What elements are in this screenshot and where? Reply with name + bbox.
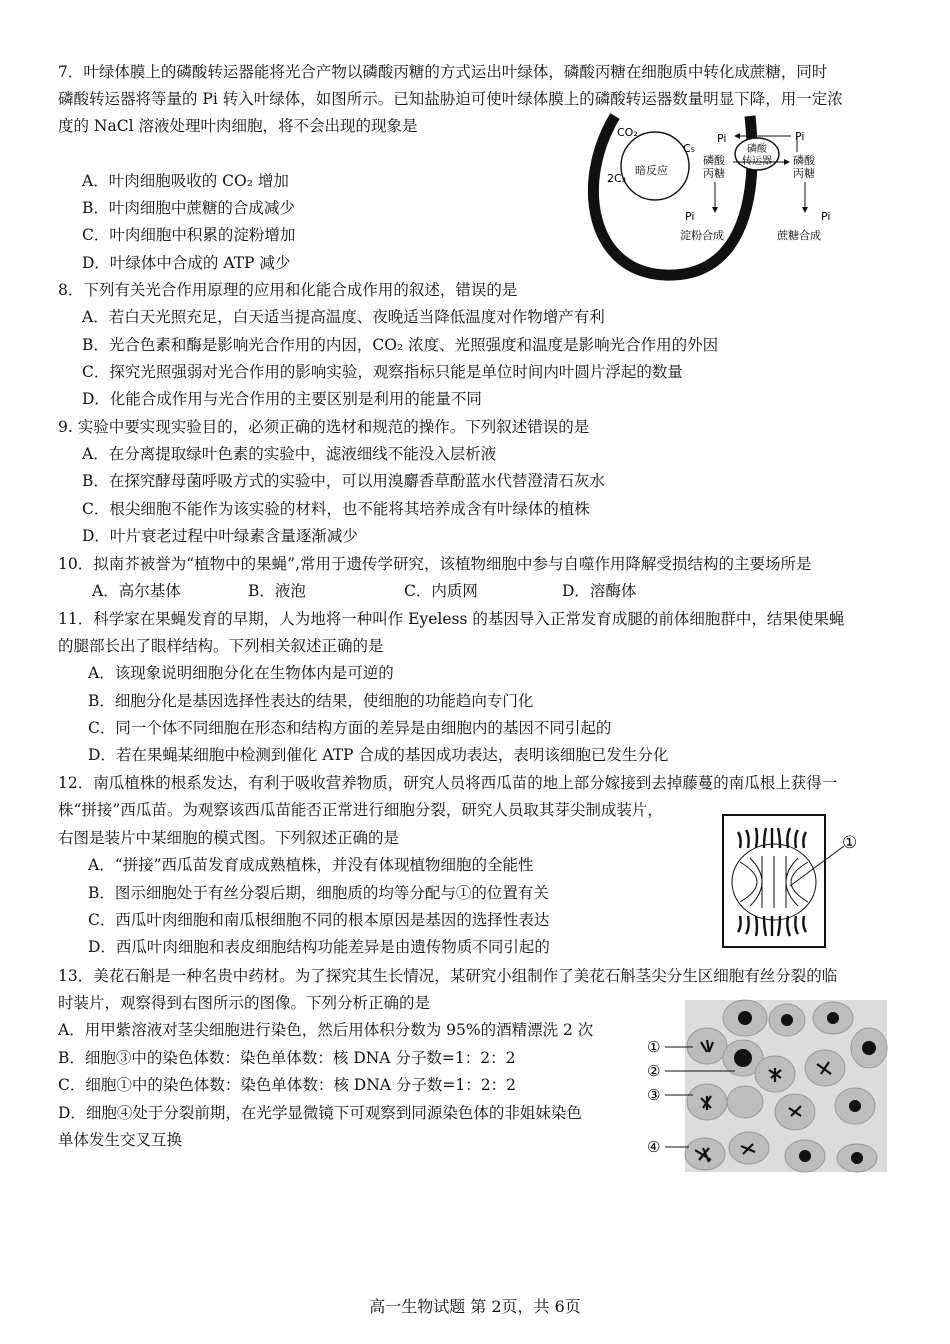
pi-starch: Pi bbox=[685, 210, 695, 223]
q10-option-b: B．液泡 bbox=[248, 582, 306, 600]
pi-label-in: Pi bbox=[717, 132, 727, 145]
q7-option-b: B．叶肉细胞中蔗糖的合成减少 bbox=[82, 199, 295, 217]
pi-label-out: Pi bbox=[795, 130, 805, 143]
label-4: ④ bbox=[647, 1138, 661, 1156]
triose-label-in: 磷酸 bbox=[703, 154, 725, 167]
q9-stem: 9. 实验中要实现实验目的，必须正确的选材和规范的操作。下列叙述错误的是 bbox=[58, 418, 590, 436]
q12-option-a: A．“拼接”西瓜苗发育成成熟植株，并没有体现植物细胞的全能性 bbox=[88, 856, 534, 874]
q8-option-d: D．化能合成作用与光合作用的主要区别是利用的能量不同 bbox=[82, 390, 482, 408]
q13-option-d: D．细胞④处于分裂前期，在光学显微镜下可观察到同源染色体的非姐妹染色 bbox=[58, 1104, 582, 1122]
q10-option-d: D．溶酶体 bbox=[562, 582, 637, 600]
co2-label: CO₂ bbox=[617, 126, 638, 139]
q11-stem-line-2: 的腿部长出了眼样结构。下列相关叙述正确的是 bbox=[58, 637, 384, 655]
svg-text:丙糖: 丙糖 bbox=[793, 167, 815, 180]
label-1: ① bbox=[647, 1038, 661, 1056]
q12-option-c: C．西瓜叶肉细胞和南瓜根细胞不同的根本原因是基因的选择性表达 bbox=[88, 911, 550, 929]
q12-option-d: D．西瓜叶肉细胞和表皮细胞结构功能差异是由遗传物质不同引起的 bbox=[88, 938, 550, 956]
q13-micrograph bbox=[645, 998, 890, 1174]
c5-label: C₅ bbox=[683, 142, 696, 155]
pi-sucrose: Pi bbox=[821, 210, 831, 223]
label-2: ② bbox=[647, 1062, 661, 1080]
figure-label-1: ① bbox=[842, 833, 858, 853]
q13-option-b: B．细胞③中的染色体数：染色单体数：核 DNA 分子数=1：2：2 bbox=[58, 1049, 516, 1067]
dark-reaction-label: 暗反应 bbox=[635, 164, 668, 177]
q12-stem-line-3: 右图是装片中某细胞的模式图。下列叙述正确的是 bbox=[58, 829, 400, 847]
q11-option-a: A．该现象说明细胞分化在生物体内是可逆的 bbox=[88, 664, 394, 682]
q10-option-c: C．内质网 bbox=[404, 582, 478, 600]
q13-stem-line-2: 时装片，观察得到右图所示的图像。下列分析正确的是 bbox=[58, 994, 431, 1012]
q10-option-a: A．高尔基体 bbox=[92, 582, 181, 600]
q13-option-a: A．用甲紫溶液对茎尖细胞进行染色，然后用体积分数为 95%的酒精漂洗 2 次 bbox=[58, 1021, 594, 1039]
q8-option-b: B．光合色素和酶是影响光合作用的内因，CO₂ 浓度、光照强度和温度是影响光合作用的外因 bbox=[82, 336, 719, 354]
triose-label-out: 磷酸 bbox=[793, 154, 815, 167]
q8-option-c: C．探究光照强弱对光合作用的影响实验，观察指标只能是单位时间内叶圆片浮起的数量 bbox=[82, 363, 683, 381]
q7-option-d: D．叶绿体中合成的 ATP 减少 bbox=[82, 254, 291, 272]
q11-option-b: B．细胞分化是基因选择性表达的结果，使细胞的功能趋向专门化 bbox=[88, 692, 534, 710]
q7-stem-line-2: 磷酸转运器将等量的 Pi 转入叶绿体，如图所示。已知盐胁迫可使叶绿体膜上的磷酸转运器数量明显下降，用一定浓 bbox=[58, 90, 843, 108]
q12-stem-line-2: 株“拼接”西瓜苗。为观察该西瓜苗能否正常进行细胞分裂，研究人员取其芽尖制成装片， bbox=[58, 801, 663, 819]
q11-stem-line-1: 11．科学家在果蝇发育的早期，人为地将一种叫作 Eyeless 的基因导入正常发育成腿的前体细胞群中，结果使果蝇 bbox=[58, 610, 845, 628]
label-3: ③ bbox=[647, 1086, 661, 1104]
c3-label: 2C₃ bbox=[607, 172, 627, 185]
q11-option-d: D．若在果蝇某细胞中检测到催化 ATP 合成的基因成功表达，表明该细胞已发生分化 bbox=[88, 746, 669, 764]
q13-option-d-cont: 单体发生交叉互换 bbox=[58, 1131, 183, 1149]
transporter-label: 磷酸 bbox=[747, 144, 767, 155]
q8-stem: 8．下列有关光合作用原理的应用和化能合成作用的叙述，错误的是 bbox=[58, 281, 518, 299]
micrograph-labels bbox=[647, 1038, 660, 1156]
q7-stem-line-1: 7．叶绿体膜上的磷酸转运器能将光合产物以磷酸丙糖的方式运出叶绿体，磷酸丙糖在细胞质中转化成蔗糖，同时 bbox=[58, 63, 828, 81]
q12-option-b: B．图示细胞处于有丝分裂后期，细胞质的均等分配与①的位置有关 bbox=[88, 884, 549, 902]
q12-anaphase-cell-diagram bbox=[720, 812, 870, 952]
q9-option-a: A．在分离提取绿叶色素的实验中，滤液细线不能没入层析液 bbox=[82, 445, 497, 463]
q7-option-c: C．叶肉细胞中积累的淀粉增加 bbox=[82, 226, 296, 244]
q10-stem: 10．拟南芥被誉为“植物中的果蝇”,常用于遗传学研究，该植物细胞中参与自噬作用降解受损结构的主要场所是 bbox=[58, 555, 812, 573]
q7-option-a: A．叶肉细胞吸收的 CO₂ 增加 bbox=[82, 172, 289, 190]
q13-stem-line-1: 13．美花石斛是一种名贵中药材。为了探究其生长情况，某研究小组制作了美花石斛茎尖分生区细胞有丝分裂的临 bbox=[58, 967, 838, 985]
q9-option-d: D．叶片衰老过程中叶绿素含量逐渐减少 bbox=[82, 527, 358, 545]
q7-stem-line-3: 度的 NaCl 溶液处理叶肉细胞，将不会出现的现象是 bbox=[58, 117, 418, 135]
svg-text:丙糖: 丙糖 bbox=[703, 167, 725, 180]
sucrose-synthesis-label: 蔗糖合成 bbox=[777, 229, 821, 242]
q13-option-c: C．细胞①中的染色体数：染色单体数：核 DNA 分子数=1：2：2 bbox=[58, 1076, 516, 1094]
q8-option-a: A．若白天光照充足，白天适当提高温度、夜晚适当降低温度对作物增产有利 bbox=[82, 308, 605, 326]
q12-stem-line-1: 12．南瓜植株的根系发达，有利于吸收营养物质，研究人员将西瓜苗的地上部分嫁接到去掉藤蔓的南瓜根上获得一 bbox=[58, 774, 838, 792]
q9-option-c: C．根尖细胞不能作为该实验的材料，也不能将其培养成含有叶绿体的植株 bbox=[82, 500, 590, 518]
starch-synthesis-label: 淀粉合成 bbox=[680, 229, 724, 242]
q7-chloroplast-diagram bbox=[585, 112, 885, 284]
q9-option-b: B．在探究酵母菌呼吸方式的实验中，可以用溴麝香草酚蓝水代替澄清石灰水 bbox=[82, 472, 605, 490]
page-footer: 高一生物试题 第 2页，共 6页 bbox=[369, 1297, 581, 1316]
q11-option-c: C．同一个体不同细胞在形态和结构方面的差异是由细胞内的基因不同引起的 bbox=[88, 719, 612, 737]
svg-text:转运器: 转运器 bbox=[742, 156, 772, 167]
